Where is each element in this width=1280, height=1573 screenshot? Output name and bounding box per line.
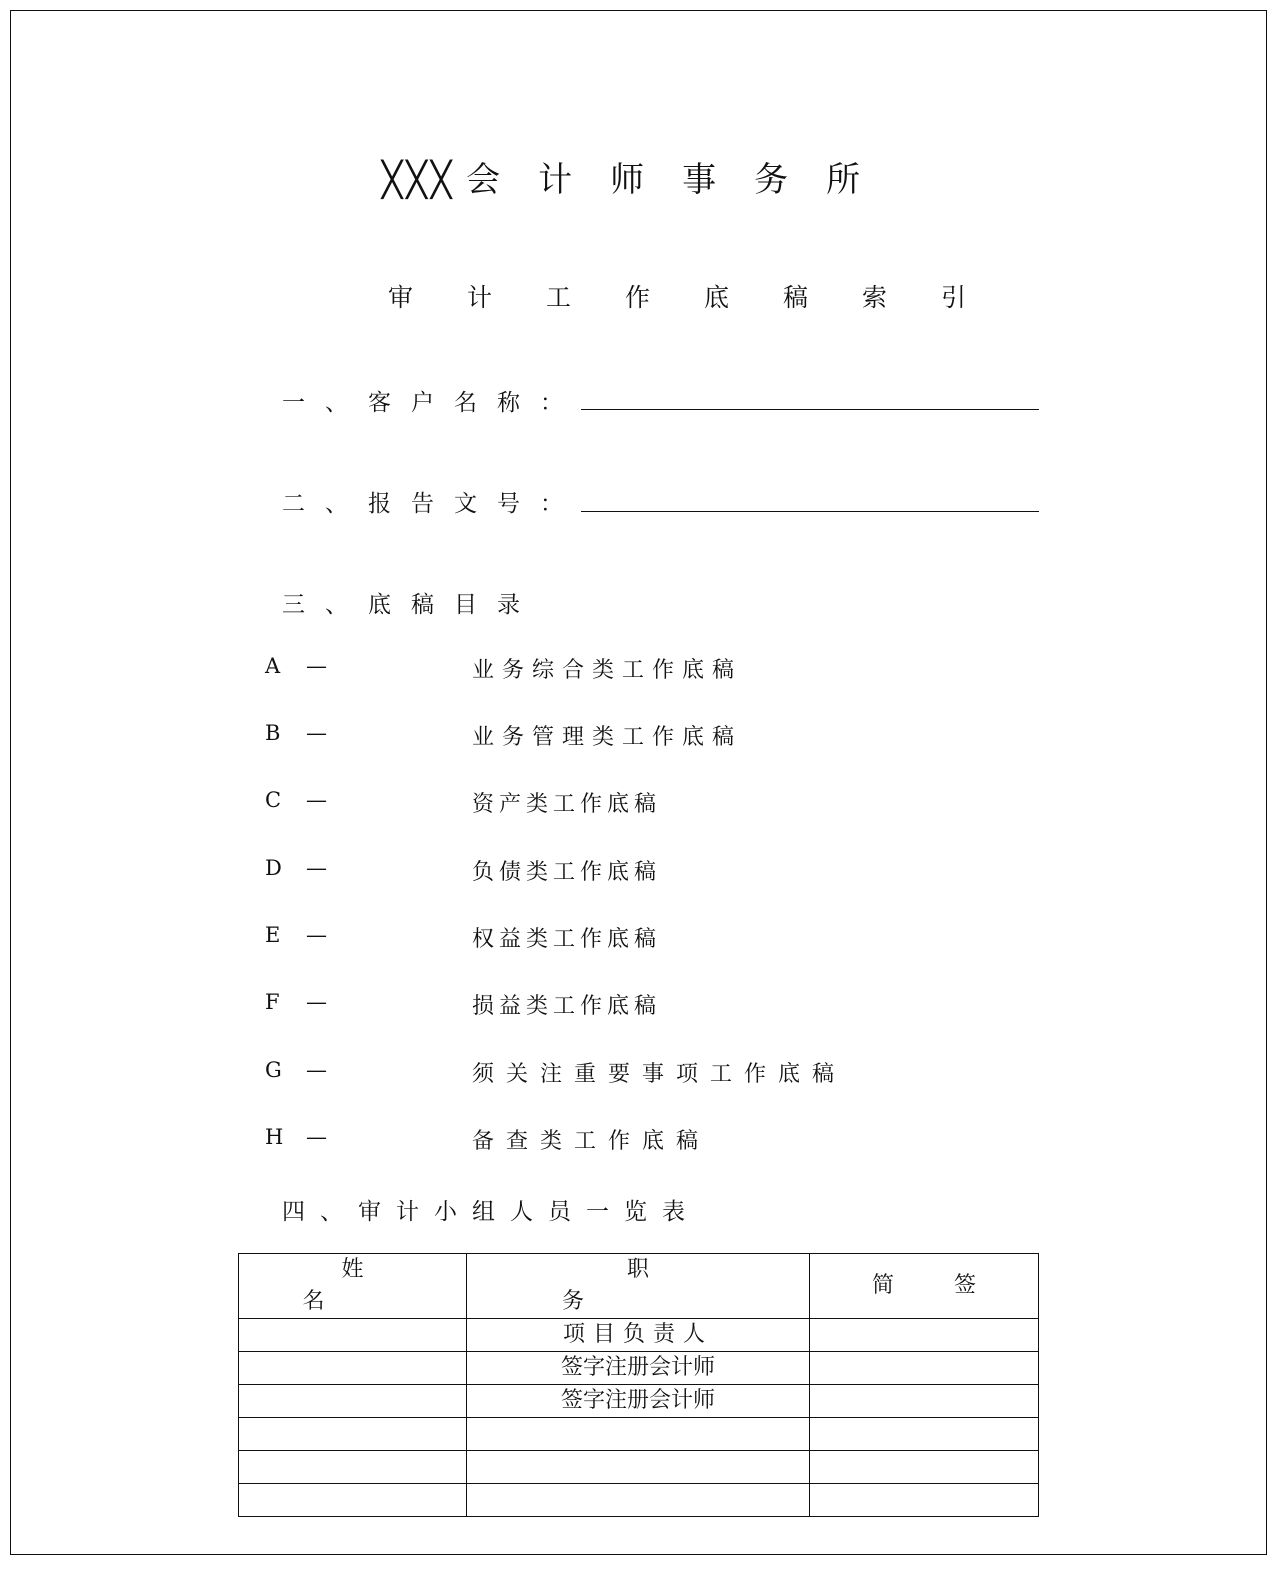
column-header-name: 姓名	[239, 1254, 467, 1319]
catalog-code-h: H	[265, 1125, 284, 1149]
staff-table	[238, 1253, 1039, 1517]
firm-name: 会计师事务所	[466, 160, 899, 200]
catalog-dash: —	[306, 856, 327, 880]
catalog-code-c: C	[265, 788, 282, 812]
catalog-code-g: G	[265, 1058, 282, 1082]
catalog-code-b: B	[265, 721, 281, 745]
catalog-dash: —	[306, 1058, 327, 1082]
table-row	[239, 1451, 1039, 1484]
name-cell[interactable]	[239, 1319, 467, 1352]
catalog-dash: —	[306, 990, 327, 1014]
role-cell[interactable]	[467, 1484, 810, 1517]
role-cell[interactable]	[467, 1451, 810, 1484]
client-name-label: 一、客户名称：	[282, 390, 583, 416]
catalog-dash: —	[306, 721, 327, 745]
catalog-code-e: E	[265, 923, 281, 947]
catalog-dash: —	[306, 654, 327, 678]
table-row	[239, 1385, 1039, 1418]
catalog-code-f: F	[265, 990, 280, 1014]
column-header-sign: 简签	[810, 1254, 1039, 1319]
name-cell[interactable]	[239, 1451, 467, 1484]
catalog-label-g: 须关注重要事项工作底稿	[472, 1062, 847, 1087]
catalog-label-b: 业务管理类工作底稿	[472, 725, 743, 750]
catalog-dash: —	[306, 788, 327, 812]
firm-title	[0, 152, 1280, 201]
catalog-label-a: 业务综合类工作底稿	[472, 658, 743, 683]
table-row	[239, 1484, 1039, 1517]
catalog-code-a: A	[265, 654, 281, 678]
role-cell[interactable]	[467, 1418, 810, 1451]
catalog-code-d: D	[265, 856, 282, 880]
firm-placeholder-marks: ╳╳╳	[381, 160, 456, 200]
name-cell[interactable]	[239, 1484, 467, 1517]
name-cell[interactable]	[239, 1418, 467, 1451]
sign-cell[interactable]	[810, 1418, 1039, 1451]
role-cell: 项目负责人	[467, 1319, 810, 1352]
catalog-label-d: 负债类工作底稿	[472, 860, 662, 885]
table-row	[239, 1352, 1039, 1385]
report-number-field[interactable]	[581, 511, 1039, 512]
sign-cell[interactable]	[810, 1385, 1039, 1418]
staff-heading: 四、审计小组人员一览表	[282, 1199, 700, 1225]
table-row	[239, 1418, 1039, 1451]
catalog-label-c: 资产类工作底稿	[472, 792, 662, 817]
table-row	[239, 1319, 1039, 1352]
catalog-dash: —	[306, 1125, 327, 1149]
role-cell: 签字注册会计师	[467, 1352, 810, 1385]
column-header-role: 职务	[467, 1254, 810, 1319]
sign-cell[interactable]	[810, 1484, 1039, 1517]
sign-cell[interactable]	[810, 1451, 1039, 1484]
role-cell: 签字注册会计师	[467, 1385, 810, 1418]
report-number-label: 二、报告文号：	[282, 491, 583, 517]
sign-cell[interactable]	[810, 1352, 1039, 1385]
catalog-label-h: 备查类工作底稿	[472, 1129, 711, 1154]
name-cell[interactable]	[239, 1352, 467, 1385]
document-title: 审计工作底稿索引	[388, 283, 1021, 312]
staff-table-header	[239, 1254, 1039, 1319]
catalog-label-f: 损益类工作底稿	[472, 994, 662, 1019]
client-name-field[interactable]	[581, 409, 1039, 410]
catalog-label-e: 权益类工作底稿	[472, 927, 662, 952]
name-cell[interactable]	[239, 1385, 467, 1418]
catalog-heading: 三、底稿目录	[282, 592, 540, 618]
catalog-dash: —	[306, 923, 327, 947]
sign-cell[interactable]	[810, 1319, 1039, 1352]
